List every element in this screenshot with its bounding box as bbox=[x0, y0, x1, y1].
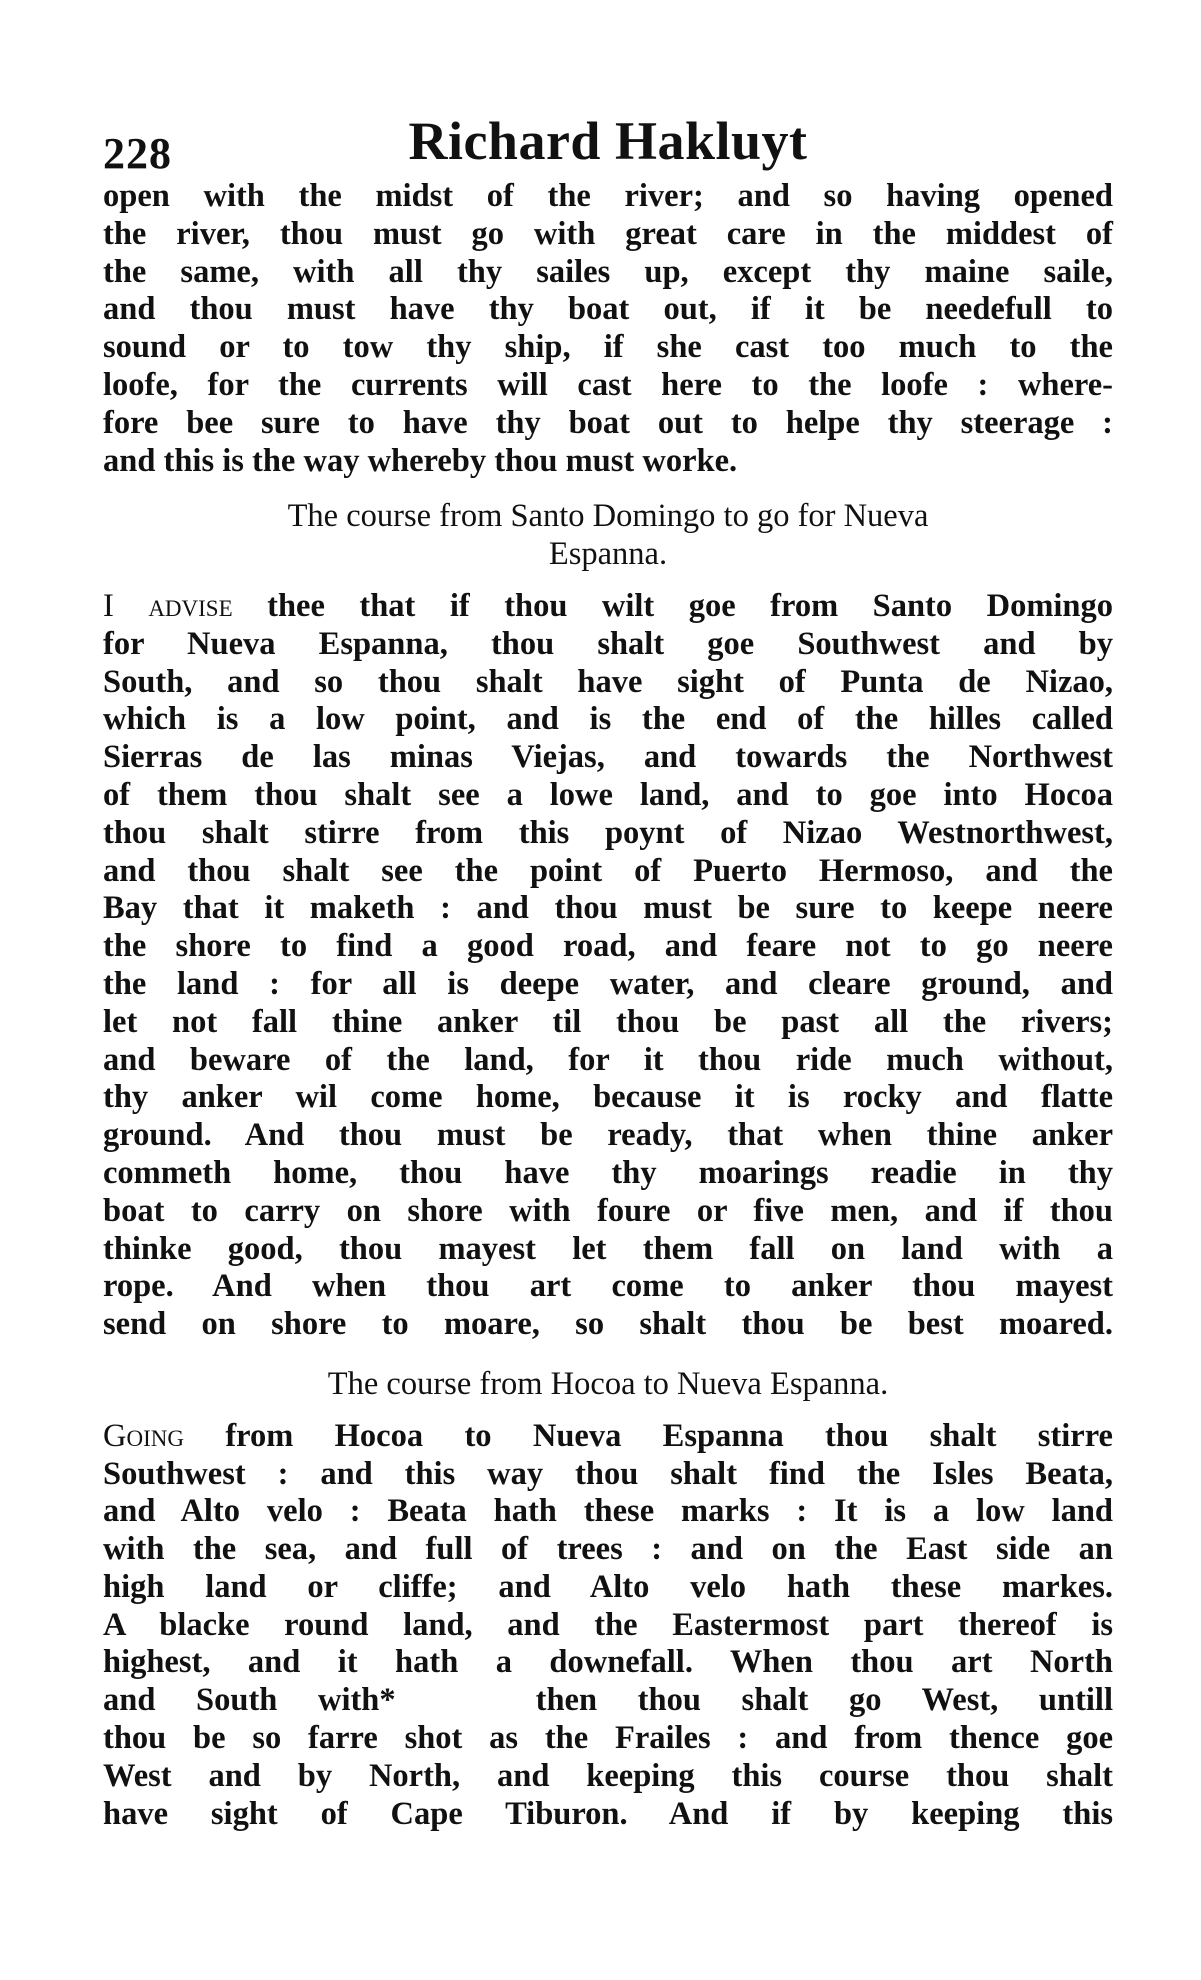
small-caps-lead: I advise bbox=[103, 587, 233, 624]
book-page bbox=[103, 108, 1113, 1833]
text-line: sound or to tow thy ship, if she cast too much to the bbox=[103, 329, 1113, 366]
text-line: open with the midst of the river; and so having opened bbox=[103, 178, 1113, 214]
text-line: loofe, for the currents will cast here to the loofe : where- bbox=[103, 366, 1113, 403]
text-line: send on shore to moare, so shalt thou be best moared. bbox=[103, 1306, 1113, 1343]
small-caps-lead: Going bbox=[103, 1417, 184, 1454]
text-line: of them thou shalt see a lowe land, and to goe into Hocoa bbox=[103, 776, 1113, 813]
text-line bbox=[103, 1682, 1113, 1720]
text-line: Going from Hocoa to Nueva Espanna thou shalt stirre bbox=[103, 1417, 1113, 1454]
text-line: Sierras de las minas Viejas, and towards the Northwest bbox=[103, 739, 1113, 776]
running-head bbox=[103, 108, 1113, 178]
page-number: 228 bbox=[103, 129, 172, 178]
line-end: then thou shalt go West, untill bbox=[535, 1682, 1113, 1719]
section-heading-santo-domingo bbox=[103, 498, 1113, 574]
text-line: with the sea, and full of trees : and on the East side an bbox=[103, 1531, 1113, 1568]
text-line: and Alto velo : Beata hath these marks : It is a low land bbox=[103, 1493, 1113, 1530]
text-line: and thou must have thy boat out, if it be needefull to bbox=[103, 291, 1113, 328]
section-heading-hocoa bbox=[103, 1366, 1113, 1404]
text-line: boat to carry on shore with foure or five men, and if thou bbox=[103, 1192, 1113, 1229]
text-line: let not fall thine anker til thou be past all the rivers; bbox=[103, 1003, 1113, 1040]
text-line: rope. And when thou art come to anker thou mayest bbox=[103, 1268, 1113, 1305]
text-line: which is a low point, and is the end of the hilles called bbox=[103, 701, 1113, 738]
running-title: Richard Hakluyt bbox=[408, 111, 808, 171]
text-line: South, and so thou shalt have sight of Punta de Nizao, bbox=[103, 663, 1113, 700]
text-line: I advise thee that if thou wilt goe from Santo Domingo bbox=[103, 587, 1113, 624]
text-line: commeth home, thou have thy moarings readie in thy bbox=[103, 1154, 1113, 1191]
paragraph-river-passage bbox=[103, 178, 1113, 480]
heading-line: The course from Hocoa to Nueva Espanna. bbox=[327, 1365, 889, 1402]
text-line: ground. And thou must be ready, that when thine anker bbox=[103, 1117, 1113, 1154]
paragraph-hocoa-course bbox=[103, 1418, 1113, 1834]
text-line: the river, thou must go with great care in the middest of bbox=[103, 215, 1113, 252]
text-line: the land : for all is deepe water, and cleare ground, and bbox=[103, 965, 1113, 1002]
text-line: the same, with all thy sailes up, except thy maine saile, bbox=[103, 253, 1113, 290]
text-line: thou shalt stirre from this poynt of Nizao Westnorthwest, bbox=[103, 814, 1113, 851]
text-line: A blacke round land, and the Eastermost part thereof is bbox=[103, 1606, 1113, 1643]
text-line: highest, and it hath a downefall. When thou art North bbox=[103, 1644, 1113, 1681]
text-line: fore bee sure to have thy boat out to helpe thy steerage : bbox=[103, 404, 1113, 441]
text-line: for Nueva Espanna, thou shalt goe Southwest and by bbox=[103, 625, 1113, 662]
heading-line: The course from Santo Domingo to go for Nueva bbox=[287, 498, 929, 535]
text-line: high land or cliffe; and Alto velo hath these markes. bbox=[103, 1568, 1113, 1605]
text-line: have sight of Cape Tiburon. And if by keeping this bbox=[103, 1795, 1113, 1832]
paragraph-santo-domingo-course bbox=[103, 588, 1113, 1344]
text-line: thy anker wil come home, because it is rocky and flatte bbox=[103, 1079, 1113, 1116]
heading-line: Espanna. bbox=[548, 536, 668, 573]
text-line: the shore to find a good road, and feare not to go neere bbox=[103, 928, 1113, 965]
text-line: West and by North, and keeping this course thou shalt bbox=[103, 1757, 1113, 1794]
text-line: Bay that it maketh : and thou must be sure to keepe neere bbox=[103, 890, 1113, 927]
line-start: and South with* bbox=[103, 1682, 396, 1719]
text-line: and this is the way whereby thou must worke. bbox=[103, 442, 738, 479]
text-line: thou be so farre shot as the Frailes : and from thence goe bbox=[103, 1720, 1113, 1757]
text-line: Southwest : and this way thou shalt find the Isles Beata, bbox=[103, 1455, 1113, 1492]
text-line: thinke good, thou mayest let them fall on land with a bbox=[103, 1230, 1113, 1267]
text-line: and beware of the land, for it thou ride much without, bbox=[103, 1041, 1113, 1078]
text-line: and thou shalt see the point of Puerto Hermoso, and the bbox=[103, 852, 1113, 889]
